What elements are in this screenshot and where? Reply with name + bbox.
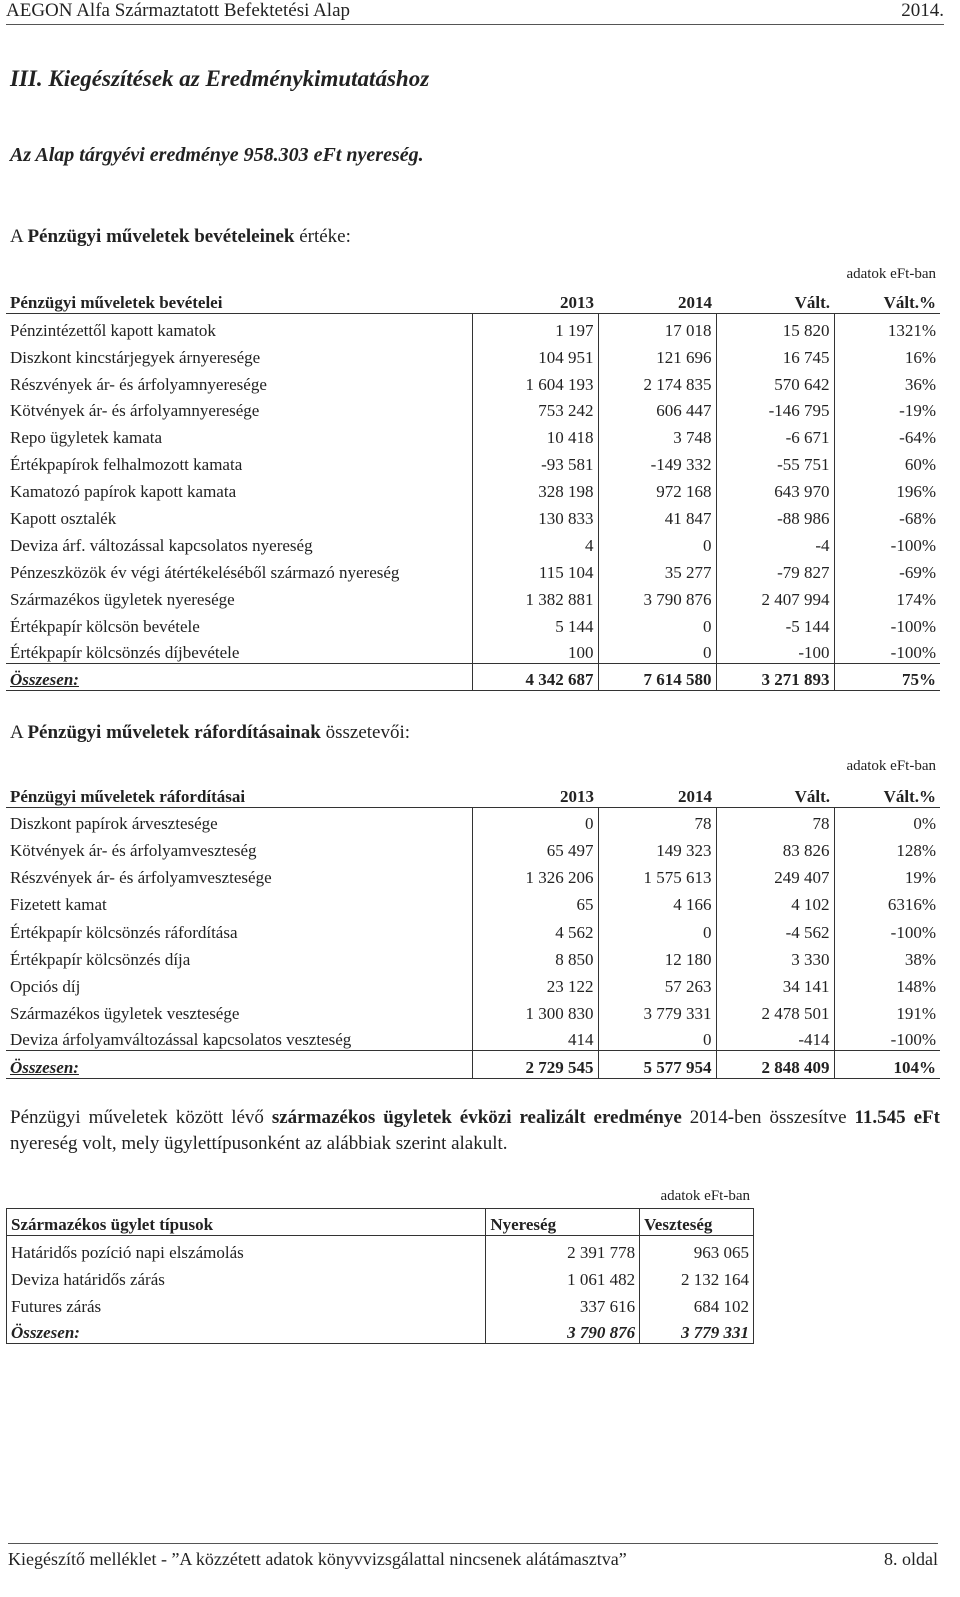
deriv-value-cell: 337 616: [486, 1290, 640, 1317]
header-year: 2014.: [901, 0, 944, 21]
income-value-cell: 2014: [598, 287, 716, 314]
income-total-row: [6, 663, 940, 690]
income-value-cell: -149 332: [598, 448, 716, 475]
income-row: [6, 341, 940, 368]
income-value-cell: -19%: [834, 395, 940, 422]
expense-label-cell: Összesen:: [6, 1051, 472, 1078]
income-value-cell: 36%: [834, 368, 940, 395]
expense-value-cell: -4 562: [716, 915, 834, 942]
income-value-cell: 0: [598, 529, 716, 556]
expense-row: [6, 861, 940, 888]
deriv-value-cell: Nyereség: [486, 1209, 640, 1236]
expense-label-cell: Származékos ügyletek vesztesége: [10, 1003, 240, 1023]
expense-label-cell: Kötvények ár- és árfolyamveszteség: [10, 841, 257, 861]
expense-label-cell: Értékpapír kölcsönzés díja: [10, 949, 191, 969]
expense-value-cell: 23 122: [472, 970, 598, 997]
derivatives-paragraph: Pénzügyi műveletek között lévő származékos ügyletek évközi realizált eredménye 2014-ben összesítve 11.545 eFt nyereség volt, mely ügylettípusonként az alábbiak szerint alakult.: [10, 1107, 940, 1154]
income-label-cell: Pénzügyi műveletek bevételei: [6, 287, 472, 314]
income-value-cell: 1 382 881: [472, 583, 598, 610]
expense-value-cell: 4 562: [472, 915, 598, 942]
income-value-cell: 41 847: [598, 502, 716, 529]
income-value-cell: 606 447: [598, 395, 716, 422]
expense-row: [6, 997, 940, 1024]
income-value-cell: 15 820: [716, 314, 834, 341]
income-value-cell: 100: [472, 637, 598, 664]
expense-value-cell: 149 323: [598, 834, 716, 861]
income-label-cell: Deviza árf. változással kapcsolatos nyereség: [10, 535, 313, 555]
income-value-cell: -88 986: [716, 502, 834, 529]
deriv-label-cell: Összesen:: [11, 1323, 80, 1342]
income-row: [6, 502, 940, 529]
income-value-cell: 972 168: [598, 475, 716, 502]
income-value-cell: -100%: [834, 610, 940, 637]
income-value-cell: -55 751: [716, 448, 834, 475]
expense-value-cell: 128%: [834, 834, 940, 861]
deriv-value-cell: 1 061 482: [486, 1263, 640, 1290]
expense-unit-note: adatok eFt-ban: [846, 758, 936, 774]
income-value-cell: 4 342 687: [472, 663, 598, 690]
deriv-data-row: [7, 1263, 754, 1290]
income-value-cell: -69%: [834, 556, 940, 583]
result-statement: Az Alap tárgyévi eredménye 958.303 eFt nyereség.: [10, 144, 424, 166]
income-row: [6, 368, 940, 395]
income-row: [6, 583, 940, 610]
page-number: 8. oldal: [884, 1549, 938, 1569]
income-value-cell: 35 277: [598, 556, 716, 583]
income-value-cell: -93 581: [472, 448, 598, 475]
income-row: [6, 395, 940, 422]
expense-value-cell: 4 102: [716, 888, 834, 915]
expense-row: [6, 1024, 940, 1051]
income-value-cell: 115 104: [472, 556, 598, 583]
deriv-label-cell: Határidős pozíció napi elszámolás: [11, 1242, 244, 1262]
expense-value-cell: 2 729 545: [472, 1051, 598, 1078]
expense-value-cell: 1 326 206: [472, 861, 598, 888]
expense-row: [6, 970, 940, 997]
deriv-value-cell: 3 790 876: [486, 1317, 640, 1344]
expense-value-cell: 2014: [598, 780, 716, 807]
income-row: [6, 556, 940, 583]
deriv-value-cell: 3 779 331: [640, 1317, 754, 1344]
expense-value-cell: 249 407: [716, 861, 834, 888]
income-value-cell: 16 745: [716, 341, 834, 368]
expense-value-cell: 2013: [472, 780, 598, 807]
income-label-cell: Részvények ár- és árfolyamnyeresége: [10, 374, 267, 394]
income-value-cell: 121 696: [598, 341, 716, 368]
expense-value-cell: 0%: [834, 807, 940, 834]
income-value-cell: 0: [598, 610, 716, 637]
income-value-cell: -68%: [834, 502, 940, 529]
expense-label-cell: Pénzügyi műveletek ráfordításai: [6, 780, 472, 807]
deriv-value-cell: 2 391 778: [486, 1236, 640, 1263]
income-value-cell: -5 144: [716, 610, 834, 637]
expense-value-cell: -414: [716, 1024, 834, 1051]
expense-value-cell: 78: [716, 807, 834, 834]
income-value-cell: -64%: [834, 421, 940, 448]
expense-label-cell: Deviza árfolyamváltozással kapcsolatos veszteség: [10, 1030, 352, 1050]
deriv-data-row: [7, 1290, 754, 1317]
deriv-value-cell: 684 102: [640, 1290, 754, 1317]
expense-value-cell: 38%: [834, 943, 940, 970]
expense-value-cell: Vált.%: [834, 780, 940, 807]
expense-value-cell: 104%: [834, 1051, 940, 1078]
income-label-cell: Értékpapír kölcsön bevétele: [10, 616, 200, 636]
expense-value-cell: 148%: [834, 970, 940, 997]
page-footer: [8, 1543, 938, 1570]
income-label-cell: Származékos ügyletek nyeresége: [10, 589, 235, 609]
expense-value-cell: -100%: [834, 1024, 940, 1051]
expense-value-cell: 3 330: [716, 943, 834, 970]
expense-value-cell: 2 848 409: [716, 1051, 834, 1078]
expense-label-cell: Diszkont papírok árvesztesége: [10, 814, 218, 834]
income-value-cell: 1 604 193: [472, 368, 598, 395]
expense-value-cell: 4 166: [598, 888, 716, 915]
income-value-cell: 4: [472, 529, 598, 556]
deriv-value-cell: 2 132 164: [640, 1263, 754, 1290]
expense-row: [6, 807, 940, 834]
deriv-header-row: [7, 1209, 754, 1236]
footer-note: Kiegészítő melléklet - ”A közzétett adatok könyvvizsgálattal nincsenek alátámasztva”: [8, 1549, 627, 1569]
expense-label-cell: Értékpapír kölcsönzés ráfordítása: [10, 922, 238, 942]
income-value-cell: 104 951: [472, 341, 598, 368]
expense-label-cell: Részvények ár- és árfolyamvesztesége: [10, 868, 272, 888]
expense-value-cell: 0: [598, 1024, 716, 1051]
income-row: [6, 421, 940, 448]
expense-header-row: [6, 780, 940, 807]
expense-heading: A Pénzügyi műveletek ráfordításainak összetevői:: [10, 722, 411, 743]
expense-value-cell: 191%: [834, 997, 940, 1024]
expense-value-cell: 5 577 954: [598, 1051, 716, 1078]
income-row: [6, 529, 940, 556]
deriv-data-row: [7, 1236, 754, 1263]
expense-value-cell: 1 300 830: [472, 997, 598, 1024]
income-value-cell: 753 242: [472, 395, 598, 422]
expense-value-cell: 65: [472, 888, 598, 915]
income-row: [6, 637, 940, 664]
deriv-label-cell: Származékos ügylet típusok: [7, 1209, 486, 1236]
income-value-cell: 570 642: [716, 368, 834, 395]
expense-value-cell: 83 826: [716, 834, 834, 861]
expense-value-cell: Vált.: [716, 780, 834, 807]
income-label-cell: Diszkont kincstárjegyek árnyeresége: [10, 347, 261, 367]
income-heading: A Pénzügyi műveletek bevételeinek értéke:: [10, 226, 351, 247]
income-value-cell: -100: [716, 637, 834, 664]
expense-row: [6, 915, 940, 942]
expense-value-cell: 57 263: [598, 970, 716, 997]
income-value-cell: 3 790 876: [598, 583, 716, 610]
deriv-label-cell: Deviza határidős zárás: [11, 1269, 165, 1289]
income-value-cell: 1321%: [834, 314, 940, 341]
deriv-value-cell: 963 065: [640, 1236, 754, 1263]
expense-value-cell: 12 180: [598, 943, 716, 970]
expense-value-cell: 2 478 501: [716, 997, 834, 1024]
header-title: AEGON Alfa Származtatott Befektetési Alap: [6, 0, 351, 21]
income-label-cell: Összesen:: [6, 663, 472, 690]
income-label-cell: Pénzeszközök év végi átértékeléséből származó nyereség: [10, 562, 400, 582]
income-value-cell: 3 271 893: [716, 663, 834, 690]
income-value-cell: -6 671: [716, 421, 834, 448]
income-value-cell: -100%: [834, 637, 940, 664]
income-label-cell: Repo ügyletek kamata: [10, 428, 163, 448]
income-value-cell: Vált.%: [834, 287, 940, 314]
expense-value-cell: 414: [472, 1024, 598, 1051]
income-row: [6, 610, 940, 637]
income-label-cell: Értékpapírok felhalmozott kamata: [10, 455, 243, 475]
expense-value-cell: 6316%: [834, 888, 940, 915]
income-value-cell: -79 827: [716, 556, 834, 583]
income-value-cell: Vált.: [716, 287, 834, 314]
expense-total-row: [6, 1051, 940, 1078]
expense-row: [6, 888, 940, 915]
income-label-cell: Értékpapír kölcsönzés díjbevétele: [10, 642, 240, 662]
expense-value-cell: 8 850: [472, 943, 598, 970]
income-unit-note: adatok eFt-ban: [846, 266, 936, 282]
expense-label-cell: Fizetett kamat: [10, 895, 107, 915]
deriv-unit-note: adatok eFt-ban: [660, 1188, 750, 1204]
income-value-cell: 2 407 994: [716, 583, 834, 610]
expense-value-cell: 65 497: [472, 834, 598, 861]
income-header-row: [6, 287, 940, 314]
derivatives-table: [6, 1208, 754, 1344]
expense-value-cell: 19%: [834, 861, 940, 888]
income-value-cell: 60%: [834, 448, 940, 475]
expense-value-cell: 0: [598, 915, 716, 942]
income-value-cell: 7 614 580: [598, 663, 716, 690]
income-label-cell: Kapott osztalék: [10, 509, 117, 529]
income-value-cell: 2013: [472, 287, 598, 314]
income-value-cell: 174%: [834, 583, 940, 610]
deriv-label-cell: Futures zárás: [11, 1296, 102, 1316]
income-label-cell: Kamatozó papírok kapott kamata: [10, 482, 237, 502]
income-value-cell: 0: [598, 637, 716, 664]
income-value-cell: 2 174 835: [598, 368, 716, 395]
deriv-total-row: [7, 1317, 754, 1344]
income-value-cell: -4: [716, 529, 834, 556]
expense-value-cell: 1 575 613: [598, 861, 716, 888]
income-value-cell: 75%: [834, 663, 940, 690]
income-value-cell: 17 018: [598, 314, 716, 341]
income-value-cell: 328 198: [472, 475, 598, 502]
expense-row: [6, 943, 940, 970]
expense-table: [6, 780, 940, 1079]
income-row: [6, 314, 940, 341]
income-value-cell: 10 418: [472, 421, 598, 448]
income-value-cell: 196%: [834, 475, 940, 502]
page-header: [6, 0, 944, 25]
income-row: [6, 475, 940, 502]
expense-label-cell: Opciós díj: [10, 976, 81, 996]
income-table: [6, 287, 940, 691]
expense-value-cell: 78: [598, 807, 716, 834]
expense-value-cell: 34 141: [716, 970, 834, 997]
income-value-cell: 3 748: [598, 421, 716, 448]
income-value-cell: -100%: [834, 529, 940, 556]
section-title: III. Kiegészítések az Eredménykimutatáshoz: [10, 66, 430, 91]
income-value-cell: 16%: [834, 341, 940, 368]
income-value-cell: 5 144: [472, 610, 598, 637]
expense-value-cell: 3 779 331: [598, 997, 716, 1024]
income-value-cell: 1 197: [472, 314, 598, 341]
expense-row: [6, 834, 940, 861]
expense-value-cell: -100%: [834, 915, 940, 942]
income-row: [6, 448, 940, 475]
income-value-cell: 643 970: [716, 475, 834, 502]
income-label-cell: Pénzintézettől kapott kamatok: [10, 320, 216, 340]
income-value-cell: 130 833: [472, 502, 598, 529]
income-label-cell: Kötvények ár- és árfolyamnyeresége: [10, 401, 260, 421]
income-value-cell: -146 795: [716, 395, 834, 422]
deriv-value-cell: Veszteség: [640, 1209, 754, 1236]
expense-value-cell: 0: [472, 807, 598, 834]
